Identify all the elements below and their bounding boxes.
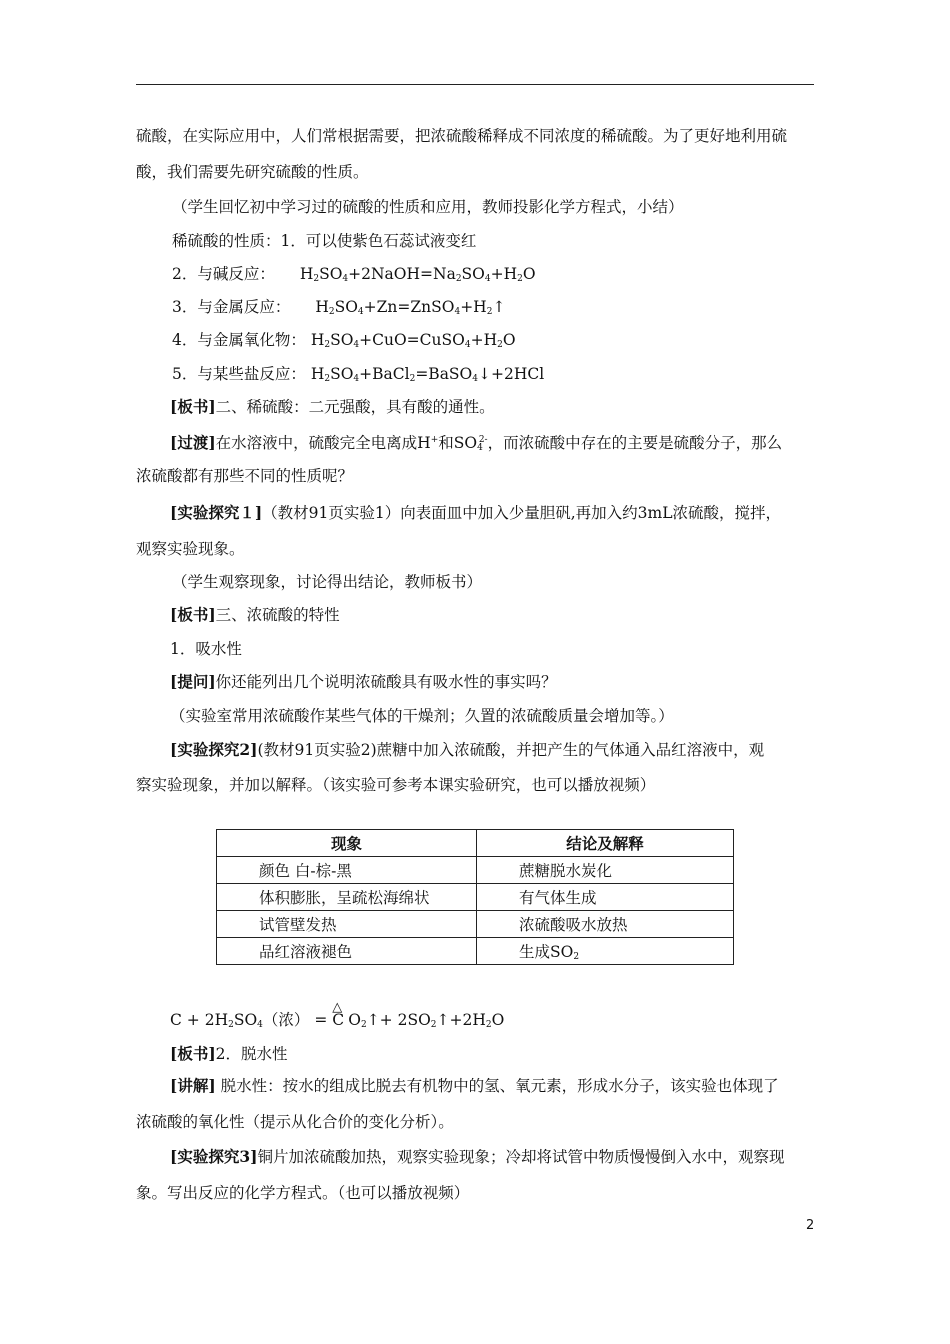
equation-line-oxide: [172, 330, 516, 355]
board-note-line: [170, 1044, 288, 1064]
board-note-text: 2．脱水性: [215, 1045, 288, 1063]
tag-board: [板书]: [170, 1044, 216, 1063]
tag-explanation: [讲解]: [170, 1076, 216, 1095]
heat-triangle-icon: △: [332, 1000, 343, 1015]
results-table: [216, 829, 734, 965]
table-cell: 有气体生成: [477, 884, 734, 911]
equation-line-salt: [172, 364, 544, 389]
table-cell: 品红溶液褪色: [217, 938, 477, 965]
equation-label: 5．与某些盐反应：: [172, 365, 306, 383]
question-text: 你还能列出几个说明浓硫酸具有吸水性的事实吗？: [215, 673, 557, 691]
paragraph-line: （实验室常用浓硫酸作某些气体的干燥剂；久置的浓硫酸质量会增加等。）: [170, 707, 674, 725]
board-note-line: [170, 397, 495, 417]
table-row: [217, 884, 734, 911]
equation-line-alkali: [172, 264, 536, 289]
paragraph-line: （学生观察现象，讨论得出结论，教师板书）: [172, 573, 483, 591]
tag-board: [板书]: [170, 397, 216, 416]
board-note-line: [170, 605, 340, 625]
equation-label: 2．与碱反应：: [172, 265, 275, 283]
experiment-2-text: (教材91页实验2)蔗糖中加入浓硫酸，并把产生的气体通入品红溶液中，观: [257, 741, 765, 759]
tag-board: [板书]: [170, 605, 216, 624]
tag-experiment-3: [实验探究3]: [170, 1147, 258, 1166]
table-cell: 浓硫酸吸水放热: [477, 911, 734, 938]
transition-text-a: 在水溶液中，硫酸完全电离成H: [215, 434, 431, 452]
tag-experiment-1: [实验探究１]: [170, 503, 263, 522]
experiment-3-text: 铜片加浓硫酸加热，观察实验现象；冷却将试管中物质慢慢倒入水中，观察现: [257, 1148, 785, 1166]
explanation-line: [170, 1076, 779, 1096]
equation-carbon: $C + 2H_2SO_4$（浓） = △ C $O_2↑+$ $2SO_2↑+2H_2O$: [170, 1000, 505, 1030]
paragraph-line: 酸，我们需要先研究硫酸的性质。: [136, 163, 369, 181]
paragraph-line: 浓硫酸的氧化性（提示从化合价的变化分析）。: [136, 1113, 454, 1131]
paragraph-line: 硫酸，在实际应用中，人们常根据需要，把浓硫酸稀释成不同浓度的稀硫酸。为了更好地利用硫: [136, 127, 788, 145]
experiment-1-text: （教材91页实验1）向表面皿中加入少量胆矾,再加入约3mL浓硫酸，搅拌，: [262, 504, 782, 522]
table-header-cell: 结论及解释: [477, 830, 734, 857]
tag-question: [提问]: [170, 672, 216, 691]
table-cell: 生成$SO_2$: [477, 938, 734, 965]
board-note-text: 二、稀硫酸：二元强酸，具有酸的通性。: [215, 398, 495, 416]
table-cell: 试管壁发热: [217, 911, 477, 938]
paragraph-line: 观察实验现象。: [136, 540, 245, 558]
table-row: [217, 938, 734, 965]
paragraph-line: 稀硫酸的性质：1．可以使紫色石蕊试液变红: [172, 232, 477, 250]
transition-text-b: 和SO: [438, 434, 478, 452]
section-heading: 1．吸水性: [170, 640, 242, 658]
paragraph-line: 象。写出反应的化学方程式。（也可以播放视频）: [136, 1184, 470, 1202]
paragraph-line: 察实验现象，并加以解释。（该实验可参考本课实验研究，也可以播放视频）: [136, 776, 656, 794]
tag-experiment-2: [实验探究2]: [170, 740, 258, 759]
explanation-text: 脱水性：按水的组成比脱去有机物中的氢、氧元素，形成水分子，该实验也体现了: [215, 1077, 779, 1095]
equation-metal: $H_2SO_4+Zn=ZnSO_4+H_2↑$: [315, 298, 506, 317]
transition-text-c: ，而浓硫酸中存在的主要是硫酸分子，那么: [487, 434, 783, 452]
paragraph-line: （学生回忆初中学习过的硫酸的性质和应用，教师投影化学方程式，小结）: [172, 198, 684, 216]
page-number: 2: [806, 1218, 815, 1233]
equation-label: 4．与金属氧化物：: [172, 331, 306, 349]
equation-salt: $H_2SO_4+BaCl_2=BaSO_4↓+2HCl$: [310, 365, 545, 384]
table-header-row: [217, 830, 734, 857]
equation-line-metal: [172, 297, 505, 322]
experiment-1-line: [170, 503, 781, 523]
table-cell: 蔗糖脱水炭化: [477, 857, 734, 884]
question-line: [170, 672, 557, 692]
equation-label: 3．与金属反应：: [172, 298, 291, 316]
board-note-text: 三、浓硫酸的特性: [215, 606, 340, 624]
equation-alkali: $H_2SO_4+2NaOH=Na_2SO_4+H_2O$: [299, 265, 536, 284]
tag-transition: [过渡]: [170, 433, 216, 452]
table-cell: 体积膨胀，呈疏松海绵状: [217, 884, 477, 911]
table-row: [217, 911, 734, 938]
experiment-2-line: [170, 740, 764, 760]
transition-line: [过渡]在水溶液中，硫酸完全电离成H+和$SO_4^{2-}$，而浓硫酸中存在的主要是硫酸分子，那么: [170, 433, 783, 453]
table-cell: 颜色 白-棕-黑: [217, 857, 477, 884]
header-rule: [136, 84, 814, 85]
paragraph-line: 浓硫酸都有那些不同的性质呢？: [136, 467, 354, 485]
experiment-3-line: [170, 1147, 784, 1167]
equation-oxide: $H_2SO_4+CuO=CuSO_4+H_2O$: [310, 331, 516, 350]
table-header-cell: 现象: [217, 830, 477, 857]
table-row: [217, 857, 734, 884]
